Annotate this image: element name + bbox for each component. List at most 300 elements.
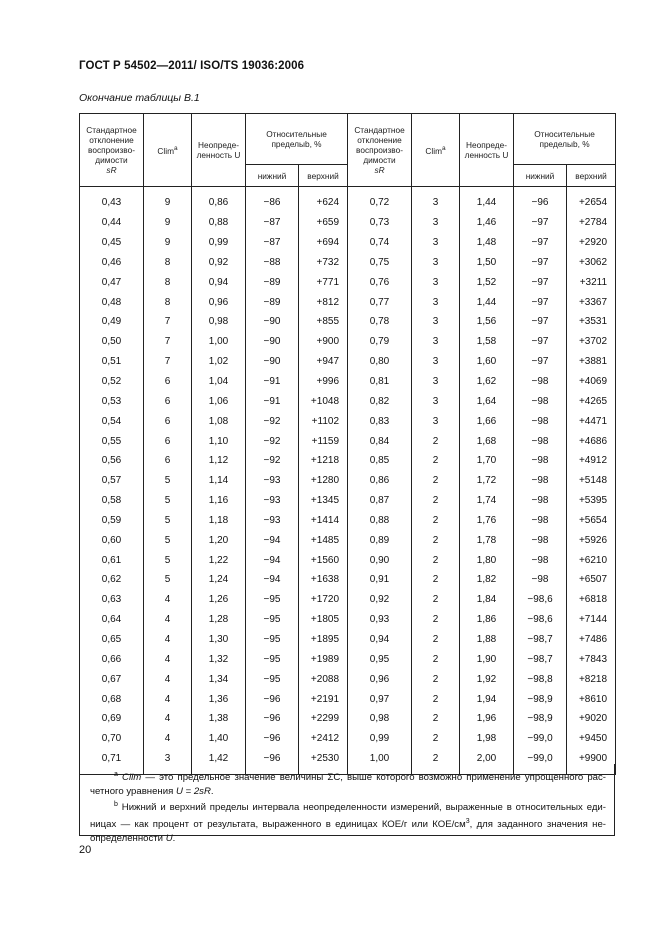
cell-uncert-right: 1,76 (460, 511, 514, 531)
footnote-a (90, 768, 606, 798)
cell-uncert-left: 1,20 (192, 530, 246, 550)
cell-lower-right: −97 (514, 312, 567, 332)
cell-uncert-right: 1,68 (460, 431, 514, 451)
cell-uncert-right: 1,74 (460, 491, 514, 511)
cell-clim-left: 4 (144, 610, 192, 630)
cell-uncert-left: 1,06 (192, 391, 246, 411)
cell-uncert-left: 1,14 (192, 471, 246, 491)
cell-clim-right: 2 (412, 630, 460, 650)
cell-sr-left: 0,70 (80, 729, 144, 749)
cell-clim-left: 3 (144, 749, 192, 769)
cell-lower-right: −98 (514, 372, 567, 392)
table-row (80, 530, 616, 550)
footnote-b-text: Нижний и верхний пределы интервала неопределенности измерений, выраженные в относительных еди-ницах — как процент от результата, выраженного в единицах КОЕ/г или КОЕ/см (90, 802, 606, 831)
cell-upper-right: +4686 (567, 431, 616, 451)
cell-sr-left: 0,61 (80, 550, 144, 570)
cell-sr-right: 0,86 (348, 471, 412, 491)
cell-clim-left: 6 (144, 372, 192, 392)
cell-sr-right: 1,00 (348, 749, 412, 769)
cell-uncert-right: 1,44 (460, 193, 514, 213)
cell-upper-left: +2088 (299, 669, 348, 689)
cell-upper-right: +5926 (567, 530, 616, 550)
cell-lower-right: −98 (514, 431, 567, 451)
cell-clim-left: 5 (144, 471, 192, 491)
cell-lower-right: −97 (514, 253, 567, 273)
cell-lower-right: −98 (514, 530, 567, 550)
cell-uncert-right: 1,64 (460, 391, 514, 411)
cell-sr-left: 0,45 (80, 233, 144, 253)
cell-clim-right: 3 (412, 391, 460, 411)
cell-upper-right: +5395 (567, 491, 616, 511)
footnote-a-end: . (210, 785, 214, 797)
cell-clim-left: 6 (144, 411, 192, 431)
cell-sr-left: 0,50 (80, 332, 144, 352)
cell-lower-right: −98,9 (514, 709, 567, 729)
cell-clim-left: 4 (144, 649, 192, 669)
table-row (80, 253, 616, 273)
cell-lower-right: −96 (514, 193, 567, 213)
cell-upper-right: +6818 (567, 590, 616, 610)
cell-sr-right: 0,90 (348, 550, 412, 570)
cell-lower-right: −98,8 (514, 669, 567, 689)
cell-upper-left: +694 (299, 233, 348, 253)
cell-clim-left: 4 (144, 669, 192, 689)
cell-uncert-right: 1,62 (460, 372, 514, 392)
cell-clim-left: 5 (144, 530, 192, 550)
cell-lower-left: −94 (246, 570, 299, 590)
cell-upper-right: +6210 (567, 550, 616, 570)
cell-upper-right: +8218 (567, 669, 616, 689)
cell-uncert-right: 1,56 (460, 312, 514, 332)
cell-uncert-left: 1,02 (192, 352, 246, 372)
cell-sr-left: 0,46 (80, 253, 144, 273)
table-row (80, 292, 616, 312)
cell-upper-right: +3367 (567, 292, 616, 312)
cell-sr-right: 0,99 (348, 729, 412, 749)
cell-upper-left: +1345 (299, 491, 348, 511)
cell-sr-right: 0,94 (348, 630, 412, 650)
cell-upper-right: +4471 (567, 411, 616, 431)
cell-clim-right: 2 (412, 491, 460, 511)
table-row (80, 352, 616, 372)
cell-clim-left: 5 (144, 511, 192, 531)
header-sr-right (348, 114, 412, 187)
table-row (80, 372, 616, 392)
cell-upper-right: +4912 (567, 451, 616, 471)
cell-uncert-left: 1,12 (192, 451, 246, 471)
cell-uncert-right: 1,94 (460, 689, 514, 709)
cell-lower-left: −94 (246, 550, 299, 570)
cell-sr-left: 0,63 (80, 590, 144, 610)
cell-uncert-left: 1,40 (192, 729, 246, 749)
cell-upper-left: +1159 (299, 431, 348, 451)
cell-uncert-left: 1,38 (192, 709, 246, 729)
cell-sr-left: 0,62 (80, 570, 144, 590)
cell-uncert-right: 1,98 (460, 729, 514, 749)
cell-upper-left: +1638 (299, 570, 348, 590)
cell-lower-left: −90 (246, 352, 299, 372)
cell-upper-right: +7486 (567, 630, 616, 650)
cell-sr-left: 0,57 (80, 471, 144, 491)
cell-lower-left: −95 (246, 669, 299, 689)
cell-sr-left: 0,66 (80, 649, 144, 669)
table-row (80, 550, 616, 570)
footnote-a-symbol: Clim (122, 772, 142, 784)
cell-upper-right: +3881 (567, 352, 616, 372)
cell-sr-right: 0,88 (348, 511, 412, 531)
cell-uncert-left: 1,00 (192, 332, 246, 352)
cell-uncert-right: 2,00 (460, 749, 514, 769)
cell-uncert-right: 1,70 (460, 451, 514, 471)
cell-upper-left: +812 (299, 292, 348, 312)
cell-uncert-left: 0,88 (192, 213, 246, 233)
cell-lower-right: −99,0 (514, 729, 567, 749)
header-sr-left (80, 114, 144, 187)
cell-uncert-left: 1,16 (192, 491, 246, 511)
document-title: ГОСТ Р 54502—2011/ ISO/TS 19036:2006 (79, 60, 305, 72)
cell-uncert-right: 1,78 (460, 530, 514, 550)
cell-sr-left: 0,52 (80, 372, 144, 392)
cell-sr-left: 0,69 (80, 709, 144, 729)
cell-clim-right: 3 (412, 332, 460, 352)
header-upper-right: верхний (567, 165, 616, 187)
cell-clim-right: 3 (412, 372, 460, 392)
cell-lower-left: −89 (246, 272, 299, 292)
cell-uncert-left: 1,42 (192, 749, 246, 769)
cell-upper-right: +5654 (567, 511, 616, 531)
cell-lower-right: −97 (514, 233, 567, 253)
footnote-a-formula: U = 2sR (175, 785, 211, 797)
cell-upper-left: +1895 (299, 630, 348, 650)
cell-clim-right: 2 (412, 530, 460, 550)
cell-sr-right: 0,74 (348, 233, 412, 253)
cell-clim-left: 7 (144, 312, 192, 332)
cell-clim-right: 3 (412, 253, 460, 273)
table-footnotes (79, 764, 615, 844)
cell-clim-right: 2 (412, 570, 460, 590)
table-header (80, 114, 616, 187)
cell-upper-right: +7144 (567, 610, 616, 630)
cell-sr-right: 0,96 (348, 669, 412, 689)
cell-uncert-right: 1,52 (460, 272, 514, 292)
cell-clim-left: 4 (144, 630, 192, 650)
footnote-b-symbol: U (165, 832, 173, 844)
cell-uncert-left: 1,28 (192, 610, 246, 630)
cell-clim-right: 3 (412, 312, 460, 332)
page-number: 20 (79, 844, 92, 856)
cell-clim-right: 2 (412, 669, 460, 689)
cell-lower-right: −97 (514, 332, 567, 352)
cell-sr-right: 0,85 (348, 451, 412, 471)
cell-upper-right: +3211 (567, 272, 616, 292)
header-sr-label: Стандартное отклонение воспроизво-димости (354, 125, 405, 165)
cell-lower-left: −93 (246, 471, 299, 491)
cell-clim-left: 4 (144, 689, 192, 709)
cell-clim-left: 8 (144, 253, 192, 273)
cell-lower-left: −91 (246, 391, 299, 411)
cell-uncert-right: 1,88 (460, 630, 514, 650)
cell-clim-right: 3 (412, 292, 460, 312)
cell-uncert-left: 0,92 (192, 253, 246, 273)
cell-lower-left: −90 (246, 312, 299, 332)
header-uncert-left: Неопреде-ленность U (192, 114, 246, 187)
table-row (80, 272, 616, 292)
table-row (80, 233, 616, 253)
cell-uncert-left: 1,10 (192, 431, 246, 451)
cell-uncert-right: 1,60 (460, 352, 514, 372)
table-row (80, 570, 616, 590)
footnote-a-marker: a (114, 771, 118, 778)
cell-sr-left: 0,71 (80, 749, 144, 769)
cell-uncert-left: 1,34 (192, 669, 246, 689)
cell-upper-left: +624 (299, 193, 348, 213)
footnote-b-sup: 3 (465, 817, 470, 825)
cell-lower-right: −98 (514, 471, 567, 491)
cell-upper-right: +9900 (567, 749, 616, 769)
cell-upper-left: +1485 (299, 530, 348, 550)
cell-upper-left: +2530 (299, 749, 348, 769)
cell-upper-right: +9450 (567, 729, 616, 749)
table-row (80, 669, 616, 689)
cell-lower-left: −89 (246, 292, 299, 312)
cell-clim-left: 5 (144, 550, 192, 570)
cell-sr-right: 0,75 (348, 253, 412, 273)
cell-sr-right: 0,78 (348, 312, 412, 332)
header-relative-left: Относительные пределыb, % (246, 114, 348, 165)
header-clim-footnote: a (173, 145, 178, 153)
table-row (80, 729, 616, 749)
table-row (80, 610, 616, 630)
cell-sr-left: 0,48 (80, 292, 144, 312)
cell-uncert-left: 1,32 (192, 649, 246, 669)
cell-clim-left: 6 (144, 391, 192, 411)
table-row (80, 709, 616, 729)
table-row (80, 391, 616, 411)
cell-uncert-right: 1,86 (460, 610, 514, 630)
cell-sr-right: 0,79 (348, 332, 412, 352)
cell-uncert-left: 1,30 (192, 630, 246, 650)
cell-sr-left: 0,51 (80, 352, 144, 372)
cell-upper-right: +6507 (567, 570, 616, 590)
table-row (80, 511, 616, 531)
footnote-a-text: — это предельное значение величины ΣC, выше которого возможно применение упрощенного рас-четного уравнения (90, 772, 607, 797)
cell-uncert-right: 1,46 (460, 213, 514, 233)
cell-lower-left: −91 (246, 372, 299, 392)
cell-uncert-right: 1,96 (460, 709, 514, 729)
cell-sr-right: 0,89 (348, 530, 412, 550)
cell-lower-right: −98 (514, 570, 567, 590)
cell-lower-right: −98 (514, 550, 567, 570)
cell-sr-right: 0,73 (348, 213, 412, 233)
cell-clim-left: 9 (144, 233, 192, 253)
cell-lower-right: −98 (514, 451, 567, 471)
cell-lower-right: −98,7 (514, 649, 567, 669)
header-clim-label: Clim (425, 145, 442, 156)
cell-lower-left: −92 (246, 451, 299, 471)
cell-lower-right: −98,6 (514, 610, 567, 630)
cell-sr-right: 0,91 (348, 570, 412, 590)
cell-lower-right: −99,0 (514, 749, 567, 769)
cell-clim-left: 8 (144, 272, 192, 292)
cell-uncert-right: 1,58 (460, 332, 514, 352)
cell-sr-right: 0,82 (348, 391, 412, 411)
footnote-b-text-2: , для заданного значения не-определенности (90, 819, 606, 844)
cell-upper-right: +5148 (567, 471, 616, 491)
cell-sr-right: 0,93 (348, 610, 412, 630)
header-lower-right: нижний (514, 165, 567, 187)
cell-upper-left: +1280 (299, 471, 348, 491)
cell-uncert-left: 1,24 (192, 570, 246, 590)
cell-clim-left: 7 (144, 332, 192, 352)
cell-uncert-left: 1,36 (192, 689, 246, 709)
cell-upper-left: +1989 (299, 649, 348, 669)
cell-sr-right: 0,76 (348, 272, 412, 292)
cell-sr-right: 0,92 (348, 590, 412, 610)
cell-clim-right: 2 (412, 511, 460, 531)
cell-clim-left: 5 (144, 491, 192, 511)
cell-uncert-left: 0,86 (192, 193, 246, 213)
cell-uncert-right: 1,84 (460, 590, 514, 610)
cell-lower-right: −97 (514, 292, 567, 312)
cell-lower-right: −98 (514, 411, 567, 431)
table-row (80, 491, 616, 511)
cell-lower-right: −98 (514, 391, 567, 411)
cell-sr-left: 0,60 (80, 530, 144, 550)
cell-upper-left: +1720 (299, 590, 348, 610)
cell-sr-left: 0,44 (80, 213, 144, 233)
cell-lower-left: −92 (246, 411, 299, 431)
cell-uncert-left: 1,18 (192, 511, 246, 531)
cell-uncert-right: 1,92 (460, 669, 514, 689)
table-row (80, 649, 616, 669)
table-row (80, 689, 616, 709)
cell-upper-left: +659 (299, 213, 348, 233)
cell-lower-left: −96 (246, 709, 299, 729)
header-clim-footnote: a (442, 145, 446, 153)
cell-lower-left: −95 (246, 590, 299, 610)
cell-uncert-left: 0,98 (192, 312, 246, 332)
cell-lower-right: −98,7 (514, 630, 567, 650)
header-sr-symbol: sR (106, 165, 117, 175)
table-row (80, 193, 616, 213)
cell-uncert-left: 0,94 (192, 272, 246, 292)
cell-lower-right: −97 (514, 352, 567, 372)
cell-upper-left: +1560 (299, 550, 348, 570)
cell-uncert-right: 1,44 (460, 292, 514, 312)
cell-sr-left: 0,54 (80, 411, 144, 431)
header-sr-label: Стандартное отклонение воспроизво-димости (86, 125, 137, 165)
cell-lower-right: −97 (514, 213, 567, 233)
cell-clim-right: 3 (412, 233, 460, 253)
cell-lower-right: −98,9 (514, 689, 567, 709)
cell-lower-left: −93 (246, 511, 299, 531)
cell-uncert-left: 1,26 (192, 590, 246, 610)
cell-upper-right: +8610 (567, 689, 616, 709)
header-lower-left: нижний (246, 165, 299, 187)
cell-clim-right: 2 (412, 610, 460, 630)
cell-clim-left: 9 (144, 193, 192, 213)
cell-lower-left: −96 (246, 689, 299, 709)
cell-upper-left: +1414 (299, 511, 348, 531)
cell-upper-right: +7843 (567, 649, 616, 669)
cell-clim-right: 2 (412, 709, 460, 729)
table-row (80, 332, 616, 352)
cell-lower-left: −95 (246, 610, 299, 630)
cell-lower-right: −98 (514, 511, 567, 531)
cell-uncert-right: 1,82 (460, 570, 514, 590)
cell-upper-left: +947 (299, 352, 348, 372)
cell-upper-left: +1805 (299, 610, 348, 630)
cell-sr-right: 0,72 (348, 193, 412, 213)
cell-lower-right: −98,6 (514, 590, 567, 610)
cell-uncert-right: 1,80 (460, 550, 514, 570)
cell-sr-right: 0,84 (348, 431, 412, 451)
cell-lower-left: −95 (246, 630, 299, 650)
header-clim-right (412, 114, 460, 187)
cell-sr-right: 0,80 (348, 352, 412, 372)
cell-sr-right: 0,95 (348, 649, 412, 669)
cell-clim-left: 6 (144, 451, 192, 471)
cell-upper-left: +2299 (299, 709, 348, 729)
cell-lower-left: −96 (246, 729, 299, 749)
cell-sr-right: 0,83 (348, 411, 412, 431)
cell-clim-right: 2 (412, 689, 460, 709)
cell-clim-right: 3 (412, 411, 460, 431)
cell-lower-left: −93 (246, 491, 299, 511)
table-row (80, 312, 616, 332)
cell-sr-left: 0,59 (80, 511, 144, 531)
cell-upper-left: +732 (299, 253, 348, 273)
cell-upper-right: +3531 (567, 312, 616, 332)
cell-uncert-right: 1,50 (460, 253, 514, 273)
cell-upper-left: +1218 (299, 451, 348, 471)
cell-sr-left: 0,43 (80, 193, 144, 213)
cell-clim-left: 8 (144, 292, 192, 312)
cell-uncert-right: 1,66 (460, 411, 514, 431)
cell-upper-left: +1102 (299, 411, 348, 431)
table-row (80, 471, 616, 491)
cell-clim-right: 2 (412, 431, 460, 451)
cell-uncert-left: 1,04 (192, 372, 246, 392)
cell-clim-left: 7 (144, 352, 192, 372)
table-row (80, 431, 616, 451)
cell-upper-right: +4069 (567, 372, 616, 392)
header-uncert-right: Неопреде-ленность U (460, 114, 514, 187)
cell-lower-left: −87 (246, 213, 299, 233)
cell-sr-left: 0,56 (80, 451, 144, 471)
cell-upper-right: +4265 (567, 391, 616, 411)
cell-clim-right: 2 (412, 729, 460, 749)
cell-uncert-right: 1,72 (460, 471, 514, 491)
cell-clim-right: 2 (412, 451, 460, 471)
cell-clim-right: 2 (412, 550, 460, 570)
cell-sr-left: 0,68 (80, 689, 144, 709)
cell-clim-right: 3 (412, 193, 460, 213)
cell-clim-right: 2 (412, 471, 460, 491)
cell-lower-left: −95 (246, 649, 299, 669)
cell-lower-right: −97 (514, 272, 567, 292)
cell-upper-right: +2654 (567, 193, 616, 213)
data-table (79, 113, 616, 775)
cell-sr-right: 0,87 (348, 491, 412, 511)
cell-sr-left: 0,49 (80, 312, 144, 332)
footnote-b-marker: b (114, 801, 118, 809)
cell-uncert-left: 1,08 (192, 411, 246, 431)
cell-lower-left: −87 (246, 233, 299, 253)
cell-upper-left: +2191 (299, 689, 348, 709)
cell-uncert-left: 0,96 (192, 292, 246, 312)
cell-lower-right: −98 (514, 491, 567, 511)
